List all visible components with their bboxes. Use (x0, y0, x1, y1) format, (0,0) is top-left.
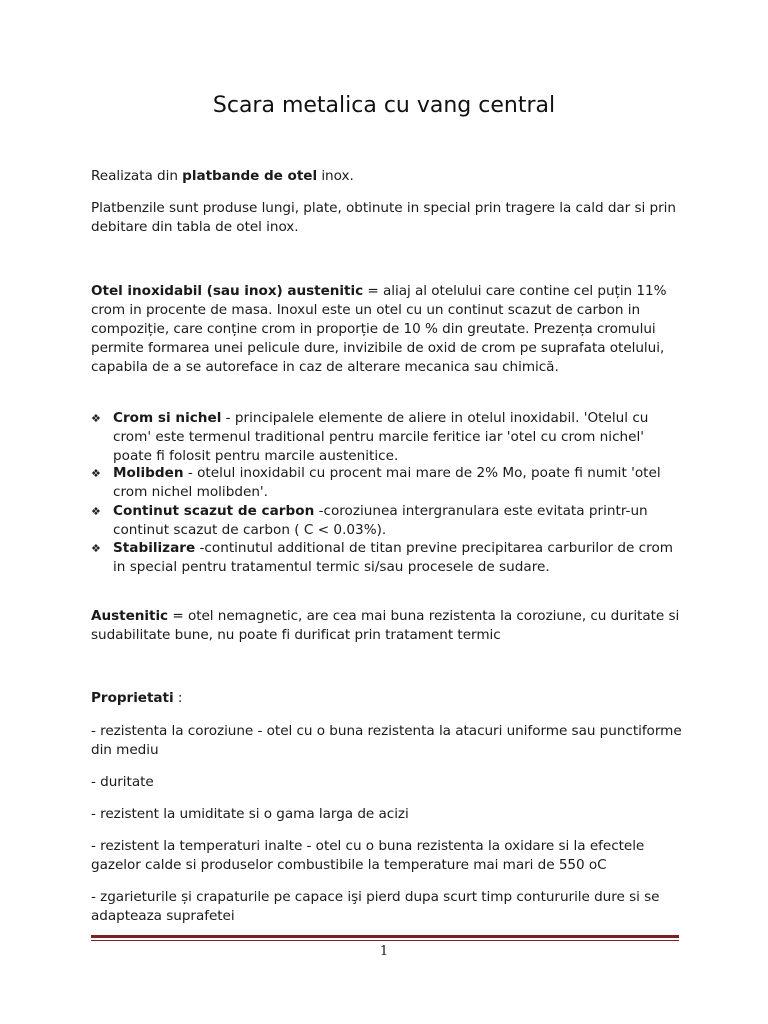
inox-definition-paragraph (91, 282, 683, 377)
property-item: - rezistent la umiditate si o gama larga de acizi (91, 806, 409, 822)
inox-definition-term: Otel inoxidabil (sau inox) austenitic (91, 283, 364, 299)
diamond-bullet-icon: ❖ (91, 505, 101, 518)
austenitic-paragraph (91, 607, 683, 645)
bullet-item (91, 464, 683, 502)
page-title: Scara metalica cu vang central (212, 93, 556, 118)
page-number: 1 (379, 944, 389, 959)
bullet-term: Stabilizare (113, 540, 196, 556)
intro-suffix: inox. (317, 168, 354, 184)
diamond-bullet-icon: ❖ (91, 542, 101, 555)
intro-prefix: Realizata din (91, 168, 183, 184)
bullet-term: Molibden (113, 465, 184, 481)
property-item: - zgarieturile și crapaturile pe capace işi pierd dupa scurt timp contururile dure si se adapteaza suprafetei (91, 889, 660, 924)
bullet-text: - principalele elemente de aliere in otelul inoxidabil. 'Otelul cu crom' este termenul traditional pentru marcile feritice iar 'otel cu crom nichel' poate fi folosit pentru marcile austenitice. (113, 410, 649, 464)
platbenzile-paragraph: Platbenzile sunt produse lungi, plate, obtinute in special prin tragere la cald dar si prin debitare din tabla de otel inox. (91, 200, 676, 235)
austenitic-text: = otel nemagnetic, are cea mai buna rezistenta la coroziune, cu duritate si sudabilitate bune, nu poate fi durificat prin tratament termic (91, 608, 680, 643)
diamond-bullet-icon: ❖ (91, 412, 101, 425)
proprietati-heading-suffix: : (173, 690, 183, 706)
property-item: - rezistenta la coroziune - otel cu o buna rezistenta la atacuri uniforme sau punctiforme din mediu (91, 723, 682, 758)
intro-paragraph (91, 167, 683, 186)
property-item: - rezistent la temperaturi inalte - otel cu o buna rezistenta la oxidare si la efectele gazelor calde si produselor combustibile la temperature mai mari de 550 oC (91, 838, 645, 873)
proprietati-heading-bold: Proprietati (91, 690, 174, 706)
bullet-item (91, 539, 683, 577)
bullet-text: -coroziunea intergranulara este evitata printr-un continut scazut de carbon ( C < 0.03%). (113, 503, 648, 538)
property-item: - duritate (91, 774, 154, 790)
diamond-bullet-icon: ❖ (91, 467, 101, 480)
bullet-text: - otelul inoxidabil cu procent mai mare de 2% Mo, poate fi numit 'otel crom nichel molibden'. (113, 465, 661, 500)
inox-definition-text: = aliaj al otelului care contine cel puțin 11% crom in procente de masa. Inoxul este un otel cu un continut scazut de carbon in compoziție, care conține crom in proporție de 10 % din greutate. Prezența cromului permite formarea unei pelicule dure, invizibile de oxid de crom pe suprafata otelului, capabila de a se autoreface in caz de alterare mecanica sau chimică. (91, 283, 667, 375)
proprietati-heading (91, 689, 683, 708)
footer-line-thin (91, 940, 679, 941)
intro-bold: platbande de otel (182, 168, 318, 184)
bullet-term: Continut scazut de carbon (113, 503, 315, 519)
austenitic-term: Austenitic (91, 608, 169, 624)
bullet-term: Crom si nichel (113, 410, 222, 426)
bullet-item (91, 409, 683, 466)
footer-divider (91, 935, 679, 943)
footer-line-thick (91, 935, 679, 938)
bullet-text: -continutul additional de titan previne precipitarea carburilor de crom in special pentru tratamentul termic si/sau procesele de sudare. (113, 540, 673, 575)
bullet-item (91, 502, 683, 540)
